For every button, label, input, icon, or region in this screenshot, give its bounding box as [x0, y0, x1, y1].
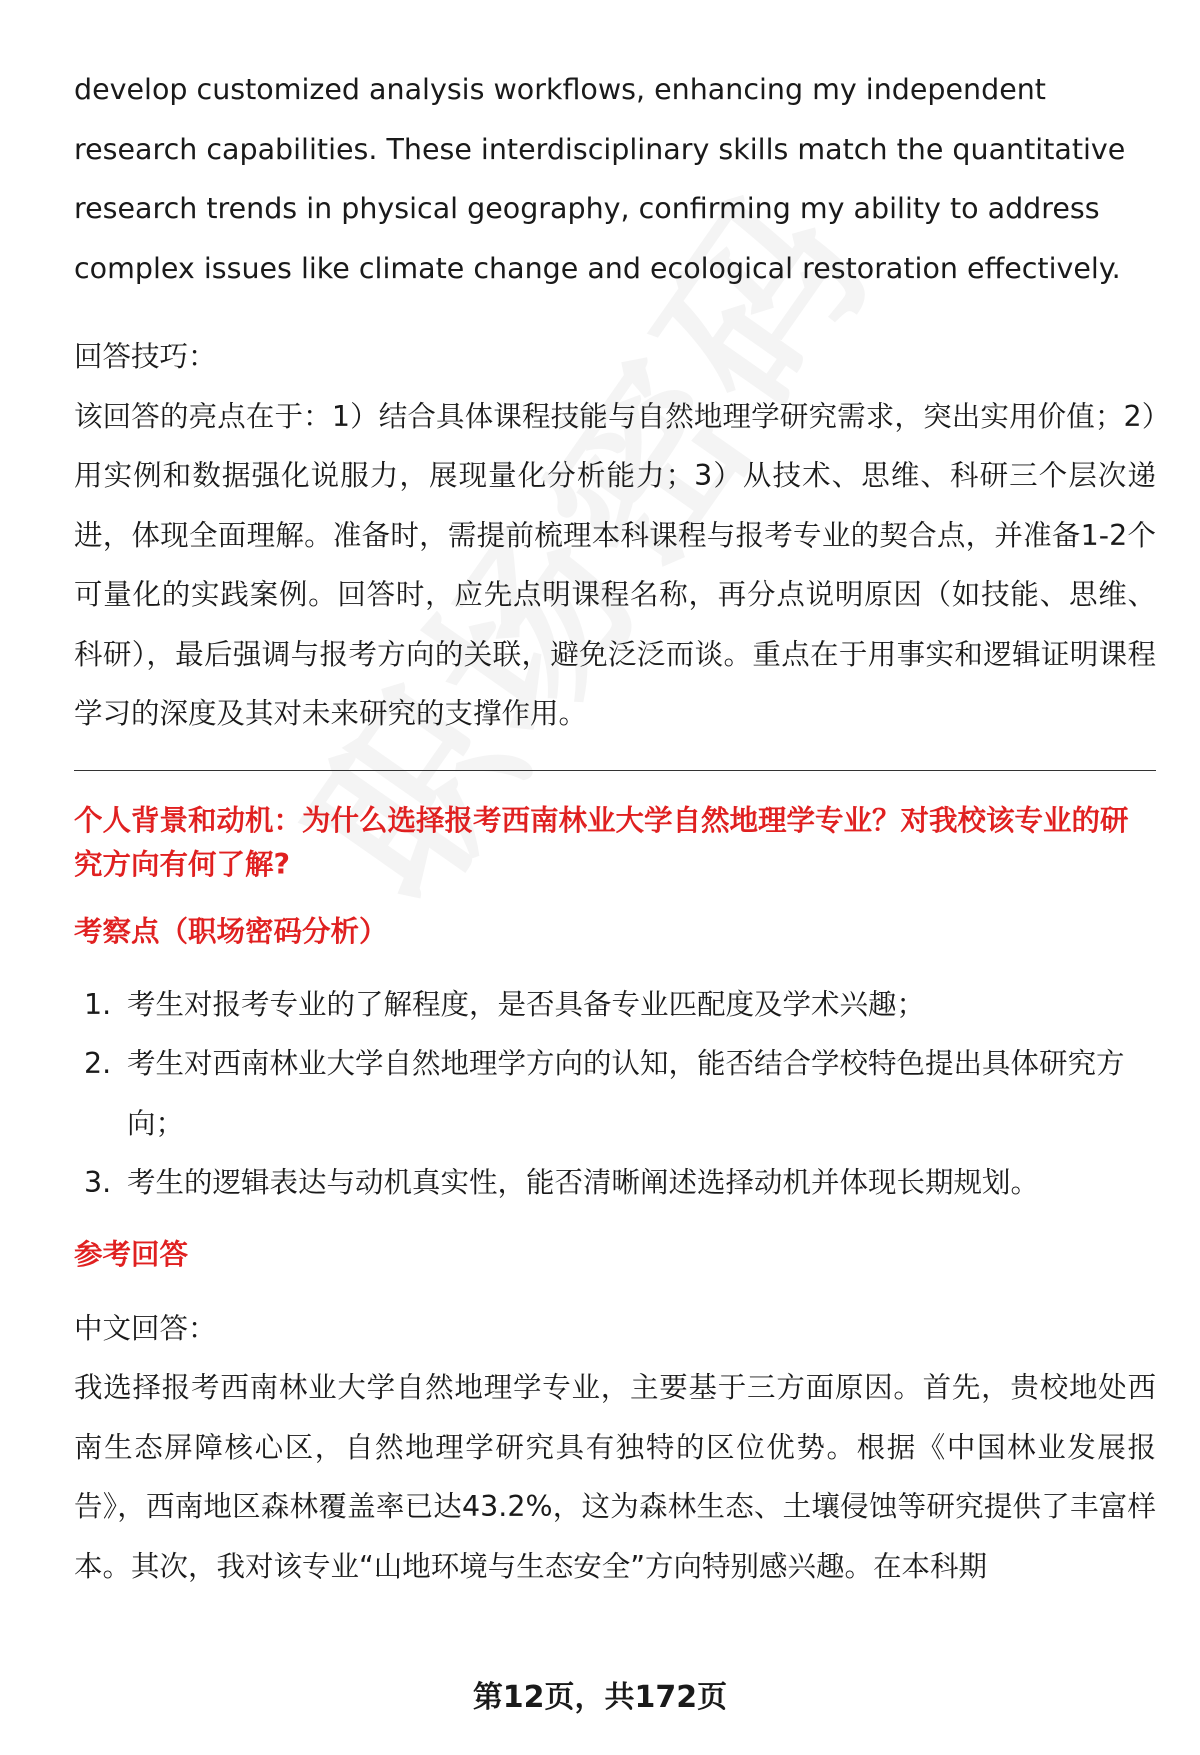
- reference-answer-heading: 参考回答: [74, 1237, 189, 1271]
- assessment-heading: 考察点（职场密码分析）: [74, 914, 388, 948]
- assessment-points-list: [74, 975, 1156, 1213]
- list-item: [74, 975, 1156, 1035]
- page-number-footer: 第12页，共172页: [472, 1680, 728, 1715]
- section-divider: [74, 770, 1156, 771]
- list-item-text: 考生对西南林业大学自然地理学方向的认知，能否结合学校特色提出具体研究方向；: [127, 1047, 1125, 1140]
- list-item: [74, 1153, 1156, 1213]
- list-item-number: 3.: [84, 1166, 112, 1199]
- chinese-answer-label: 中文回答：: [74, 1311, 217, 1345]
- list-item-text: 考生对报考专业的了解程度，是否具备专业匹配度及学术兴趣；: [127, 987, 926, 1021]
- chinese-answer-paragraph: 我选择报考西南林业大学自然地理学专业，主要基于三方面原因。首先，贵校地处西南生态屏障核心区，自然地理学研究具有独特的区位优势。根据《中国林业发展报告》，西南地区森林覆盖率已达43.2%，这为森林生态、土壤侵蚀等研究提供了丰富样本。其次，我对该专业“山地环境与生态安全”方向特别感兴趣。在本科期: [74, 1371, 1156, 1583]
- list-item-number: 1.: [84, 987, 112, 1021]
- question-heading: 个人背景和动机：为什么选择报考西南林业大学自然地理学专业？对我校该专业的研究方向有何了解?: [74, 803, 1129, 881]
- list-item-text: 考生的逻辑表达与动机真实性，能否清晰阐述选择动机并体现长期规划。: [127, 1166, 1040, 1199]
- list-item: [74, 1034, 1156, 1153]
- tips-label: 回答技巧：: [74, 340, 217, 373]
- tips-paragraph: 该回答的亮点在于：1）结合具体课程技能与自然地理学研究需求，突出实用价值；2）用实例和数据强化说服力，展现量化分析能力；3）从技术、思维、科研三个层次递进，体现全面理解。准备时，需提前梳理本科课程与报考专业的契合点，并准备1-2个可量化的实践案例。回答时，应先点明课程名称，再分点说明原因（如技能、思维、科研），最后强调与报考方向的关联，避免泛泛而谈。重点在于用事实和逻辑证明课程学习的深度及其对未来研究的支撑作用。: [74, 399, 1156, 730]
- document-page: [74, 60, 1156, 1596]
- list-item-number: 2.: [84, 1047, 112, 1080]
- english-answer-paragraph: develop customized analysis workflows, enhancing my independent research capabilities. These interdisciplinary skills match the quantitative research trends in physical geography, confirming my ability to address complex issues like climate change and ecological restoration effectively.: [74, 73, 1126, 285]
